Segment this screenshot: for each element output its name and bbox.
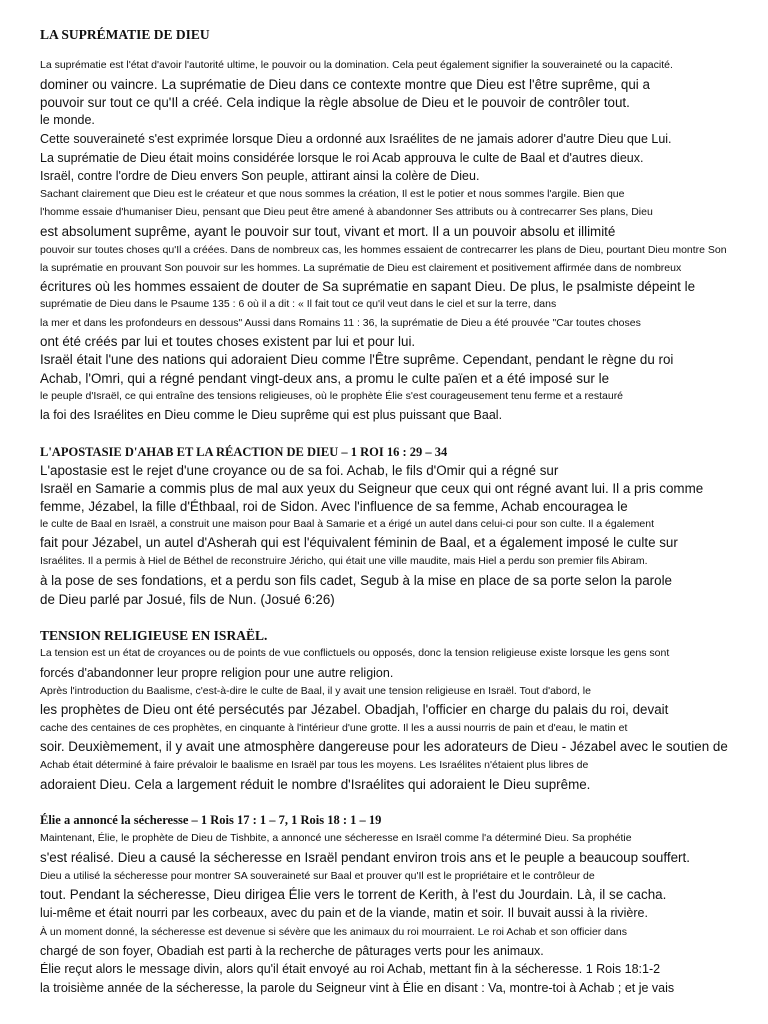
text-line: à la pose de ses fondations, et a perdu son fils cadet, Segub à la mise en place de sa porte selon la parole (40, 573, 673, 588)
text-line: la troisième année de la sécheresse, la parole du Seigneur vint à Élie en disant : Va, montre-toi à Achab ; et je vais (40, 981, 675, 995)
text-line: Israël, contre l'ordre de Dieu envers Son peuple, attirant ainsi la colère de Dieu. (40, 169, 480, 183)
text-line: cache des centaines de ces prophètes, en cinquante à l'intérieur d'une grotte. Il les a aussi nourris de pain et d'eau, le matin et (40, 722, 628, 734)
text-line: dominer ou vaincre. La suprématie de Dieu dans ce contexte montre que Dieu est l'être suprême, qui a (40, 77, 650, 92)
text-line: Dieu a utilisé la sécheresse pour montrer SA souveraineté sur Baal et prouver qu'Il est le propriétaire et le contrôleur de (40, 870, 595, 882)
text-line: de Dieu parlé par Josué, fils de Nun. (Josué 6:26) (40, 592, 335, 607)
text-line: Élie reçut alors le message divin, alors qu'il était envoyé au roi Achab, mettant fin à la sécheresse. 1 Rois 18:1-2 (40, 962, 661, 976)
text-line: chargé de son foyer, Obadiah est parti à la recherche de pâturages verts pour les animaux. (40, 944, 544, 958)
text-line: Israël en Samarie a commis plus de mal aux yeux du Seigneur que ceux qui ont régné avant lui. Il a pris comme (40, 481, 704, 496)
text-line: soir. Deuxièmement, il y avait une atmosphère dangereuse pour les adorateurs de Dieu - Jézabel avec le soutien de (40, 739, 728, 754)
text-line: Cette souveraineté s'est exprimée lorsque Dieu a ordonné aux Israélites de ne jamais adorer d'autre Dieu que Lui. (40, 132, 672, 146)
text-line: Sachant clairement que Dieu est le créateur et que nous sommes la création, Il est le potier et nous sommes l'argile. Bien que (40, 188, 625, 200)
text-line: La suprématie est l'état d'avoir l'autorité ultime, le pouvoir ou la domination. Cela peut également signifier la souveraineté ou la capacité. (40, 59, 673, 71)
text-line: lui-même et était nourri par les corbeaux, avec du pain et de la viande, matin et soir. Il buvait aussi à la rivière. (40, 906, 648, 920)
text-line: est absolument suprême, ayant le pouvoir sur tout, vivant et mort. Il a un pouvoir absolu et illimité (40, 224, 616, 239)
text-line: femme, Jézabel, la fille d'Éthbaal, roi de Sidon. Avec l'influence de sa femme, Achab encouragea le (40, 499, 628, 514)
section-heading-supremacy: LA SUPRÉMATIE DE DIEU (40, 27, 210, 42)
text-line: tout. Pendant la sécheresse, Dieu dirigea Élie vers le torrent de Kerith, à l'est du Jourdain. Là, il se cacha. (40, 887, 667, 902)
text-line: La tension est un état de croyances ou de points de vue conflictuels ou opposés, donc la tension religieuse existe lorsque les gens sont (40, 647, 670, 659)
text-line: Achab était déterminé à faire prévaloir le baalisme en Israël par tous les moyens. Les Israélites n'étaient plus libres de (40, 759, 589, 771)
text-line: Israël était l'une des nations qui adoraient Dieu comme l'Être suprême. Cependant, pendant le règne du roi (40, 352, 674, 367)
text-line: À un moment donné, la sécheresse est devenue si sévère que les animaux du roi mourraient. Le roi Achab et son officier dans (40, 926, 627, 938)
text-line: s'est réalisé. Dieu a causé la sécheresse en Israël pendant environ trois ans et le peuple a beaucoup souffert. (40, 850, 690, 865)
text-line: ont été créés par lui et toutes choses existent par lui et pour lui. (40, 334, 416, 349)
text-line: le peuple d'Israël, ce qui entraîne des tensions religieuses, où le prophète Élie s'est courageusement tenu ferme et a restauré (40, 390, 624, 402)
text-line: forcés d'abandonner leur propre religion pour une autre religion. (40, 666, 394, 680)
text-line: adoraient Dieu. Cela a largement réduit le nombre d'Israélites qui adoraient le Dieu suprême. (40, 777, 591, 792)
text-line: les prophètes de Dieu ont été persécutés par Jézabel. Obadjah, l'officier en charge du palais du roi, devait (40, 702, 669, 717)
section-heading-apostasy: L'APOSTASIE D'AHAB ET LA RÉACTION DE DIEU – 1 ROI 16 : 29 – 34 (40, 445, 448, 459)
text-line: le culte de Baal en Israël, a construit une maison pour Baal à Samarie et a érigé un autel dans celui-ci pour son culte. Il a également (40, 518, 655, 530)
text-line: Maintenant, Élie, le prophète de Dieu de Tishbite, a annoncé une sécheresse en Israël comme l'a déterminé Dieu. Sa prophétie (40, 832, 632, 844)
text-line: L'apostasie est le rejet d'une croyance ou de sa foi. Achab, le fils d'Omir qui a régné sur (40, 463, 559, 478)
text-line: fait pour Jézabel, un autel d'Asherah qui est l'équivalent féminin de Baal, et a également imposé le culte sur (40, 535, 678, 550)
text-line: écritures où les hommes essaient de douter de Sa suprématie en sapant Dieu. De plus, le psalmiste dépeint le (40, 279, 696, 294)
text-line: Après l'introduction du Baalisme, c'est-à-dire le culte de Baal, il y avait une tension religieuse en Israël. Tout d'abord, le (40, 685, 591, 697)
text-line: la foi des Israélites en Dieu comme le Dieu suprême qui est plus puissant que Baal. (40, 408, 503, 422)
text-line: La suprématie de Dieu était moins considérée lorsque le roi Acab approuva le culte de Baal et d'autres dieux. (40, 151, 644, 165)
text-line: le monde. (40, 113, 95, 127)
text-line: pouvoir sur tout ce qu'Il a créé. Cela indique la règle absolue de Dieu et le pouvoir de contrôler tout. (40, 95, 630, 110)
text-line: suprématie de Dieu dans le Psaume 135 : 6 où il a dit : « Il fait tout ce qu'il veut dans le ciel et sur la terre, dans (40, 298, 557, 310)
text-line: la suprématie en prouvant Son pouvoir sur les hommes. La suprématie de Dieu est clairement et positivement affirmée dans de nombreux (40, 262, 682, 274)
text-line: Achab, l'Omri, qui a régné pendant vingt-deux ans, a promu le culte païen et a été imposé sur le (40, 371, 610, 386)
section-heading-drought: Élie a annoncé la sécheresse – 1 Rois 17 : 1 – 7, 1 Rois 18 : 1 – 19 (40, 813, 382, 827)
text-line: Israélites. Il a permis à Hiel de Béthel de reconstruire Jéricho, qui était une ville maudite, mais Hiel a perdu son premier fils Abiram. (40, 555, 648, 567)
text-line: pouvoir sur toutes choses qu'Il a créées. Dans de nombreux cas, les hommes essaient de contrecarrer les plans de Dieu, pourtant Dieu montre Son (40, 244, 727, 256)
text-line: la mer et dans les profondeurs en dessous" Aussi dans Romains 11 : 36, la suprématie de Dieu a été prouvée "Car toutes choses (40, 317, 641, 329)
section-heading-religious-tension: TENSION RELIGIEUSE EN ISRAËL. (40, 628, 268, 643)
text-line: l'homme essaie d'humaniser Dieu, pensant que Dieu peut être amené à abandonner Ses attributs ou à contrecarrer Ses plans, Dieu (40, 206, 653, 218)
